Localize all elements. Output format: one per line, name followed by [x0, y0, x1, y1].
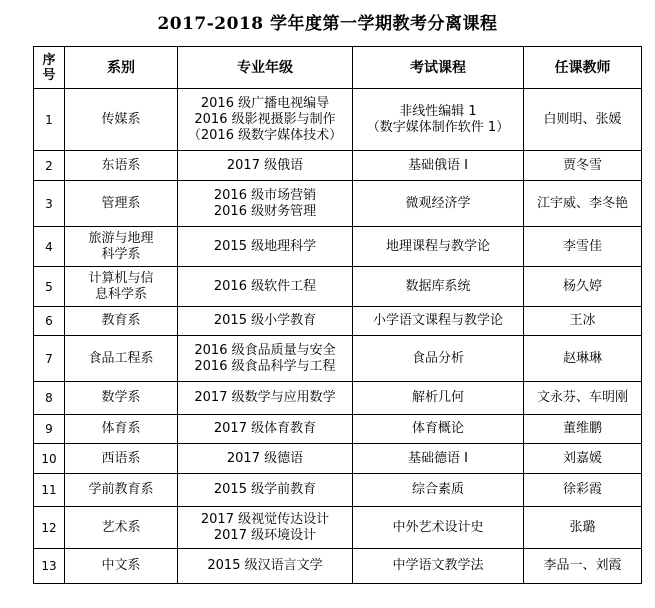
- department-cell: [65, 444, 178, 474]
- course-cell: [353, 415, 524, 444]
- department-cell: [65, 181, 178, 227]
- table-row: [34, 507, 642, 549]
- course-cell-line: 中学语文教学法: [392, 558, 484, 573]
- major-cell-line: 2017 级视觉传达设计: [200, 511, 330, 527]
- table-row: [34, 307, 642, 336]
- major-cell-line: 2016 级食品科学与工程: [194, 358, 336, 374]
- department-cell-line: 数学系: [101, 390, 141, 405]
- table-row: [34, 382, 642, 415]
- department-cell-line: 教育系: [101, 313, 141, 328]
- table-row: [34, 227, 642, 267]
- header-major: 专业年级: [178, 47, 353, 89]
- course-table: [33, 46, 642, 584]
- department-cell: [65, 227, 178, 267]
- teacher-cell: 刘嘉媛: [524, 444, 642, 474]
- major-cell-line: 2016 级影视摄影与制作: [194, 111, 336, 127]
- major-cell-line: 2015 级学前教育: [213, 482, 317, 497]
- department-cell-line: 计算机与信: [88, 270, 154, 286]
- row-number: 13: [34, 549, 65, 584]
- course-cell-line: 基础俄语 I: [408, 157, 468, 173]
- major-cell: [178, 267, 353, 307]
- major-cell: [178, 507, 353, 549]
- table-row: [34, 181, 642, 227]
- row-number: 11: [34, 474, 65, 507]
- teacher-cell: 王冰: [524, 307, 642, 336]
- department-cell: [65, 267, 178, 307]
- department-cell-line: 西语系: [101, 450, 141, 466]
- row-number: 4: [34, 227, 65, 267]
- course-cell: [353, 89, 524, 151]
- department-cell-line: 中文系: [101, 558, 141, 573]
- major-cell-line: 2017 级俄语: [226, 157, 304, 173]
- course-cell: [353, 507, 524, 549]
- course-cell-line: 地理课程与教学论: [385, 238, 490, 254]
- teacher-cell: 江宇威、李冬艳: [524, 181, 642, 227]
- department-cell-line: 体育系: [101, 421, 141, 436]
- teacher-cell: 徐彩霞: [524, 474, 642, 507]
- major-cell-line: 2017 级数学与应用数学: [194, 390, 336, 405]
- major-cell: [178, 151, 353, 181]
- header-teacher: 任课教师: [524, 47, 642, 89]
- department-cell: [65, 151, 178, 181]
- course-cell-line: 综合素质: [411, 482, 464, 497]
- major-cell-line: 2016 级市场营销: [213, 187, 317, 203]
- department-cell-line: 艺术系: [101, 519, 141, 535]
- table-body: [34, 89, 642, 584]
- course-cell-line: 微观经济学: [405, 195, 471, 211]
- major-cell-line: 2015 级汉语言文学: [207, 558, 323, 573]
- teacher-cell: 董维鹏: [524, 415, 642, 444]
- teacher-cell: 赵琳琳: [524, 336, 642, 382]
- course-cell-line: 体育概论: [411, 421, 464, 436]
- department-cell-line: 息科学系: [94, 286, 147, 302]
- course-cell-line: 解析几何: [411, 390, 464, 405]
- course-cell-line: 中外艺术设计史: [392, 519, 484, 535]
- major-cell-line: 2016 级软件工程: [213, 278, 317, 294]
- department-cell: [65, 336, 178, 382]
- row-number: 5: [34, 267, 65, 307]
- department-cell-line: 食品工程系: [88, 350, 154, 366]
- table-row: [34, 89, 642, 151]
- row-number: 1: [34, 89, 65, 151]
- course-cell-line: 食品分析: [411, 350, 464, 366]
- major-cell: [178, 336, 353, 382]
- table-row: [34, 336, 642, 382]
- major-cell-line: 2016 级食品质量与安全: [194, 342, 336, 358]
- major-cell-line: 2017 级德语: [226, 450, 304, 466]
- department-cell: [65, 474, 178, 507]
- course-cell: [353, 267, 524, 307]
- department-cell: [65, 549, 178, 584]
- major-cell: [178, 307, 353, 336]
- major-cell: [178, 382, 353, 415]
- row-number: 2: [34, 151, 65, 181]
- major-cell: [178, 89, 353, 151]
- department-cell-line: 东语系: [101, 157, 141, 173]
- department-cell-line: 旅游与地理: [88, 230, 154, 246]
- course-cell: [353, 336, 524, 382]
- course-cell-line: 基础德语 I: [408, 450, 468, 466]
- department-cell-line: 管理系: [101, 195, 141, 211]
- major-cell: [178, 549, 353, 584]
- department-cell: [65, 507, 178, 549]
- row-number: 7: [34, 336, 65, 382]
- major-cell-line: 2016 级财务管理: [213, 203, 317, 219]
- department-cell: [65, 89, 178, 151]
- department-cell-line: 学前教育系: [88, 482, 154, 497]
- course-cell: [353, 227, 524, 267]
- teacher-cell: 白则明、张媛: [524, 89, 642, 151]
- table-row: [34, 415, 642, 444]
- table-row: [34, 151, 642, 181]
- department-cell: [65, 415, 178, 444]
- major-cell: [178, 415, 353, 444]
- major-cell-line: 2017 级环境设计: [213, 527, 317, 543]
- row-number: 6: [34, 307, 65, 336]
- course-cell-line: （数字媒体制作软件 1）: [366, 119, 510, 135]
- row-number: 3: [34, 181, 65, 227]
- department-cell: [65, 307, 178, 336]
- course-cell-line: 非线性编辑 1: [399, 103, 477, 119]
- course-cell: [353, 181, 524, 227]
- table-row: [34, 549, 642, 584]
- major-cell-line: 2017 级体育教育: [213, 421, 317, 436]
- teacher-cell: 文永芬、车明刚: [524, 382, 642, 415]
- major-cell: [178, 227, 353, 267]
- table-row: [34, 444, 642, 474]
- department-cell-line: 传媒系: [101, 111, 141, 127]
- major-cell: [178, 444, 353, 474]
- department-cell-line: 科学系: [101, 246, 141, 262]
- course-cell-line: 数据库系统: [405, 278, 471, 294]
- header-dept: 系别: [65, 47, 178, 89]
- course-cell: [353, 307, 524, 336]
- department-cell: [65, 382, 178, 415]
- row-number: 8: [34, 382, 65, 415]
- course-cell: [353, 382, 524, 415]
- page-title: 2017-2018 学年度第一学期教考分离课程: [157, 14, 498, 34]
- table-header-row: [34, 47, 642, 89]
- header-no: 序号: [34, 47, 65, 89]
- course-cell: [353, 444, 524, 474]
- row-number: 10: [34, 444, 65, 474]
- table-row: [34, 267, 642, 307]
- teacher-cell: 杨久婷: [524, 267, 642, 307]
- major-cell-line: 2016 级广播电视编导: [200, 95, 330, 111]
- teacher-cell: 李品一、刘霞: [524, 549, 642, 584]
- teacher-cell: 贾冬雪: [524, 151, 642, 181]
- major-cell: [178, 181, 353, 227]
- major-cell-line: 2015 级地理科学: [213, 238, 317, 254]
- course-cell: [353, 474, 524, 507]
- teacher-cell: 张璐: [524, 507, 642, 549]
- row-number: 9: [34, 415, 65, 444]
- course-cell: [353, 549, 524, 584]
- row-number: 12: [34, 507, 65, 549]
- major-cell-line: 2015 级小学教育: [213, 313, 317, 328]
- major-cell-line: （2016 级数字媒体技术）: [187, 127, 343, 143]
- course-cell: [353, 151, 524, 181]
- major-cell: [178, 474, 353, 507]
- header-course: 考试课程: [353, 47, 524, 89]
- course-cell-line: 小学语文课程与教学论: [372, 313, 503, 328]
- table-row: [34, 474, 642, 507]
- teacher-cell: 李雪佳: [524, 227, 642, 267]
